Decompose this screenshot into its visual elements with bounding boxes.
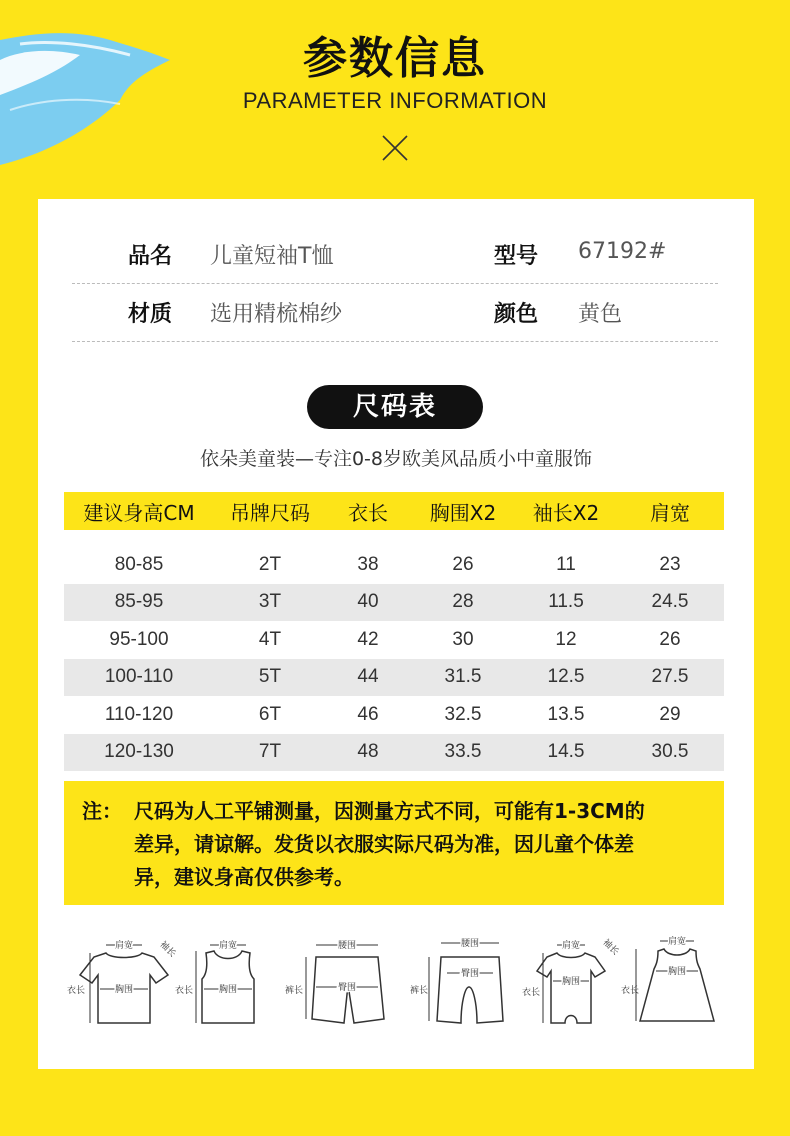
cell-tag-size: 4T	[258, 628, 282, 650]
chest-text: 胸围	[667, 967, 687, 977]
cell-tag-size: 7T	[214, 734, 326, 772]
tshirt-diagram-icon	[66, 923, 176, 1033]
param-row-2	[72, 283, 718, 342]
cell-height: 110-120	[104, 703, 174, 725]
shoulder-text: 肩宽	[114, 941, 134, 951]
size-table	[64, 492, 724, 771]
cell-length: 42	[357, 628, 379, 650]
romper-diagram-icon	[521, 923, 621, 1033]
sleeve-text: 袖长	[600, 937, 621, 958]
cell-chest: 31.5	[410, 659, 516, 697]
shoulder-text: 肩宽	[218, 941, 238, 951]
length-text: 衣长	[174, 986, 194, 996]
dress-diagram-icon	[620, 923, 726, 1033]
note-line: 尺码为人工平铺测量，因测量方式不同，可能有1-3CM的	[134, 799, 645, 823]
cell-length: 48	[326, 734, 410, 772]
cell-chest: 33.5	[410, 734, 516, 772]
cell-shoulder: 30.5	[616, 734, 724, 772]
size-table-header	[64, 492, 724, 530]
shoulder-text: 肩宽	[561, 941, 581, 951]
table-row	[64, 621, 724, 659]
color-value: 黄色	[578, 302, 623, 327]
hip-text: 臀围	[337, 983, 357, 993]
sleeve-text: 袖长	[157, 939, 178, 960]
measurement-note	[64, 781, 724, 905]
waist-text: 腰围	[460, 939, 480, 949]
cell-tag-size: 3T	[214, 584, 326, 622]
table-row	[64, 696, 724, 734]
pants-diagram-icon	[411, 923, 521, 1033]
cell-sleeve: 12	[555, 628, 577, 650]
cell-sleeve: 14.5	[516, 734, 616, 772]
pants-length-text: 裤长	[284, 986, 304, 996]
cell-sleeve: 11.5	[516, 584, 616, 622]
pants-length-text: 裤长	[409, 986, 429, 996]
cell-tag-size: 5T	[214, 659, 326, 697]
cell-height: 95-100	[109, 628, 169, 650]
hip-text: 臀围	[460, 969, 480, 979]
model-value: 67192#	[578, 239, 667, 264]
cell-shoulder: 26	[659, 628, 681, 650]
cell-length: 44	[326, 659, 410, 697]
length-text: 衣长	[521, 988, 541, 998]
waist-text: 腰围	[337, 941, 357, 951]
length-text: 衣长	[66, 986, 86, 996]
cell-tag-size: 2T	[258, 553, 282, 575]
cell-height: 85-95	[64, 584, 214, 622]
header-sleeve: 袖长X2	[516, 492, 616, 530]
cell-sleeve: 12.5	[516, 659, 616, 697]
note-line: 异，建议身高仅供参考。	[134, 865, 354, 889]
name-value: 儿童短袖T恤	[210, 244, 334, 269]
cross-icon	[381, 134, 409, 162]
note-body	[134, 795, 706, 894]
header-shoulder: 肩宽	[616, 492, 724, 530]
cell-shoulder: 24.5	[616, 584, 724, 622]
cell-height: 100-110	[64, 659, 214, 697]
size-chart-title: 尺码表	[307, 385, 483, 429]
page-title: 参数信息	[303, 33, 487, 84]
model-label: 型号	[494, 244, 539, 269]
name-label: 品名	[128, 244, 173, 269]
tank-top-diagram-icon	[176, 923, 276, 1033]
table-row	[64, 546, 724, 584]
chest-text: 胸围	[561, 977, 581, 987]
note-prefix: 注：	[82, 799, 122, 823]
table-row	[64, 584, 724, 622]
cell-shoulder: 27.5	[616, 659, 724, 697]
material-value: 选用精梳棉纱	[210, 302, 343, 327]
cell-chest: 32.5	[444, 703, 482, 725]
cell-length: 40	[326, 584, 410, 622]
shorts-diagram-icon	[286, 923, 406, 1033]
cell-shoulder: 29	[659, 703, 681, 725]
header-height: 建议身高CM	[64, 492, 214, 530]
cell-sleeve: 13.5	[547, 703, 585, 725]
param-row-1	[72, 225, 718, 284]
header-chest: 胸围X2	[410, 492, 516, 530]
info-card	[38, 199, 754, 1069]
chest-text: 胸围	[218, 985, 238, 995]
cell-chest: 26	[452, 553, 474, 575]
table-row	[64, 659, 724, 697]
cell-shoulder: 23	[659, 553, 681, 575]
cell-sleeve: 11	[556, 553, 576, 575]
cell-height: 120-130	[64, 734, 214, 772]
material-label: 材质	[128, 302, 173, 327]
measurement-diagrams	[66, 923, 726, 1043]
cell-chest: 28	[410, 584, 516, 622]
cell-length: 38	[357, 553, 379, 575]
shoulder-text: 肩宽	[667, 937, 687, 947]
chest-text: 胸围	[114, 985, 134, 995]
cell-chest: 30	[452, 628, 474, 650]
cell-tag-size: 6T	[258, 703, 282, 725]
color-label: 颜色	[494, 302, 539, 327]
header-tag-size: 吊牌尺码	[214, 492, 326, 530]
length-text: 衣长	[620, 986, 640, 996]
header-length: 衣长	[326, 492, 410, 530]
note-line: 差异，请谅解。发货以衣服实际尺码为准，因儿童个体差	[134, 832, 634, 856]
brand-slogan: 依朵美童装—专注0-8岁欧美风品质小中童服饰	[199, 448, 593, 470]
page-subtitle: PARAMETER INFORMATION	[242, 88, 548, 113]
table-row	[64, 734, 724, 772]
cell-length: 46	[357, 703, 379, 725]
cell-height: 80-85	[114, 553, 164, 575]
